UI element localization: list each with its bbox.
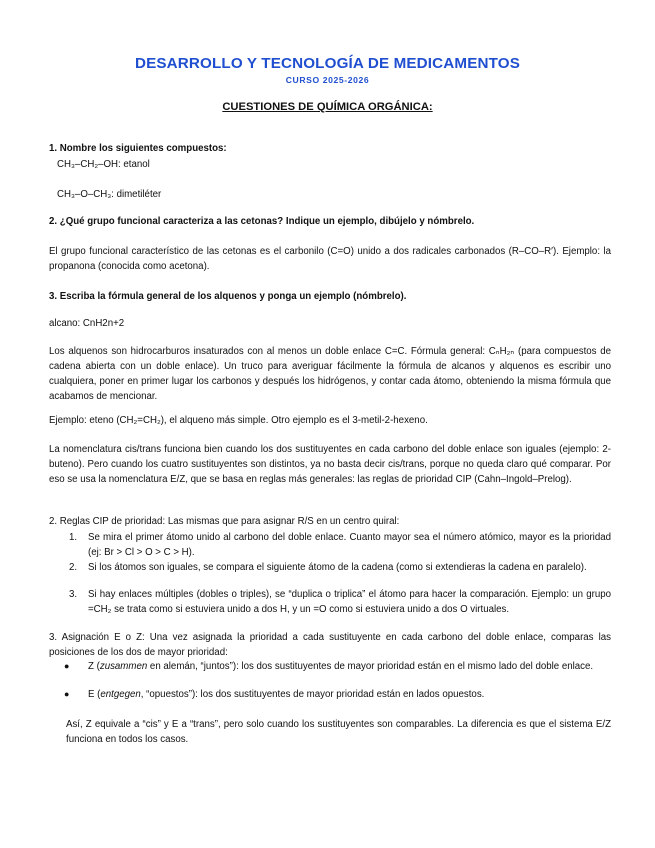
cip-rule-3: Si hay enlaces múltiples (dobles o triples), se “duplica o triplica” el átomo para hacer la comparación. Ejemplo: un grupo =CH₂ se trata como si estuviera unido a dos H, y un =O como si estuviera unido a dos O virtuales. (88, 589, 611, 615)
alcano-formula: alcano: CnH2n+2 (49, 318, 125, 329)
e-definition (88, 687, 611, 702)
cip-number-3: 3. (69, 589, 78, 600)
z-letter: Z ( (88, 661, 100, 672)
cip-intro: 2. Reglas CIP de prioridad: Las mismas que para asignar R/S en un centro quiral: (49, 516, 400, 527)
course-label: CURSO 2025-2026 (285, 75, 370, 85)
cis-trans-paragraph: La nomenclatura cis/trans funciona bien cuando los dos sustituyentes en cada carbono del doble enlace son iguales (ejemplo: 2-buteno). Pero cuando los cuatro sustituyentes son distintos, ya no basta decir cis/trans, porque no queda claro qué comparar. Por eso se usa la nomenclatura E/Z, que se basa en reglas más generales: las reglas de prioridad CIP (Cahn–Ingold–Prelog). (49, 444, 611, 485)
bullet-icon: ● (64, 661, 70, 671)
bullet-icon: ● (64, 689, 70, 699)
z-word: zusammen (99, 661, 148, 672)
question-1: 1. Nombre los siguientes compuestos: (49, 143, 227, 154)
cip-rule-1: Se mira el primer átomo unido al carbono del doble enlace. Cuanto mayor sea el número atómico, mayor es la prioridad (ej: Br > Cl > O > C > H). (88, 532, 611, 558)
e-letter: E ( (88, 689, 101, 700)
q2-answer: El grupo funcional característico de las cetonas es el carbonilo (C=O) unido a dos radicales carbonados (R–CO–R′). Ejemplo: la propanona (conocida como acetona). (49, 246, 611, 272)
cip-rule-2: Si los átomos son iguales, se compara el siguiente átomo de la cadena (como si extendieras la cadena en paralelo). (88, 562, 587, 573)
cip-number-2: 2. (69, 562, 78, 573)
example-paragraph: Ejemplo: eteno (CH₂=CH₂), el alqueno más simple. Otro ejemplo es el 3-metil-2-hexeno. (49, 415, 428, 426)
question-2: 2. ¿Qué grupo funcional caracteriza a las cetonas? Indique un ejemplo, dibújelo y nómbrelo. (49, 216, 475, 227)
q1-compound-1: CH₃–CH₂–OH: etanol (57, 159, 150, 170)
q1-compound-2: CH₃–O–CH₃: dimetiléter (57, 189, 162, 200)
ez-intro: 3. Asignación E o Z: Una vez asignada la prioridad a cada sustituyente en cada carbono del doble enlace, comparas las posiciones de los dos de mayor prioridad: (49, 632, 611, 658)
ez-closing: Así, Z equivale a “cis” y E a “trans”, pero solo cuando los sustituyentes son comparables. La diferencia es que el sistema E/Z funciona en todos los casos. (66, 719, 611, 745)
question-3: 3. Escriba la fórmula general de los alquenos y ponga un ejemplo (nómbrelo). (49, 291, 407, 302)
section-heading: CUESTIONES DE QUÍMICA ORGÁNICA: (222, 101, 433, 113)
document-title: DESARROLLO Y TECNOLOGÍA DE MEDICAMENTOS (134, 55, 520, 72)
e-text: , “opuestos”): los dos sustituyentes de mayor prioridad están en lados opuestos. (140, 689, 485, 700)
cip-number-1: 1. (69, 532, 78, 543)
e-word: entgegen (100, 689, 141, 700)
z-text: en alemán, “juntos”): los dos sustituyentes de mayor prioridad están en el mismo lado del doble enlace. (147, 661, 594, 672)
alquenos-paragraph: Los alquenos son hidrocarburos insaturados con al menos un doble enlace C=C. Fórmula general: CₙH₂ₙ (para compuestos de cadena abierta con un doble enlace). Un truco para averiguar fácilmente la fórmula de alcanos y alquenos es escribir uno cualquiera, poner en primer lugar los carbonos y después los hidrógenos, y contar cada átomo, obteniendo la misma fórmula que acabamos de mencionar. (49, 346, 611, 402)
z-definition (88, 659, 611, 674)
